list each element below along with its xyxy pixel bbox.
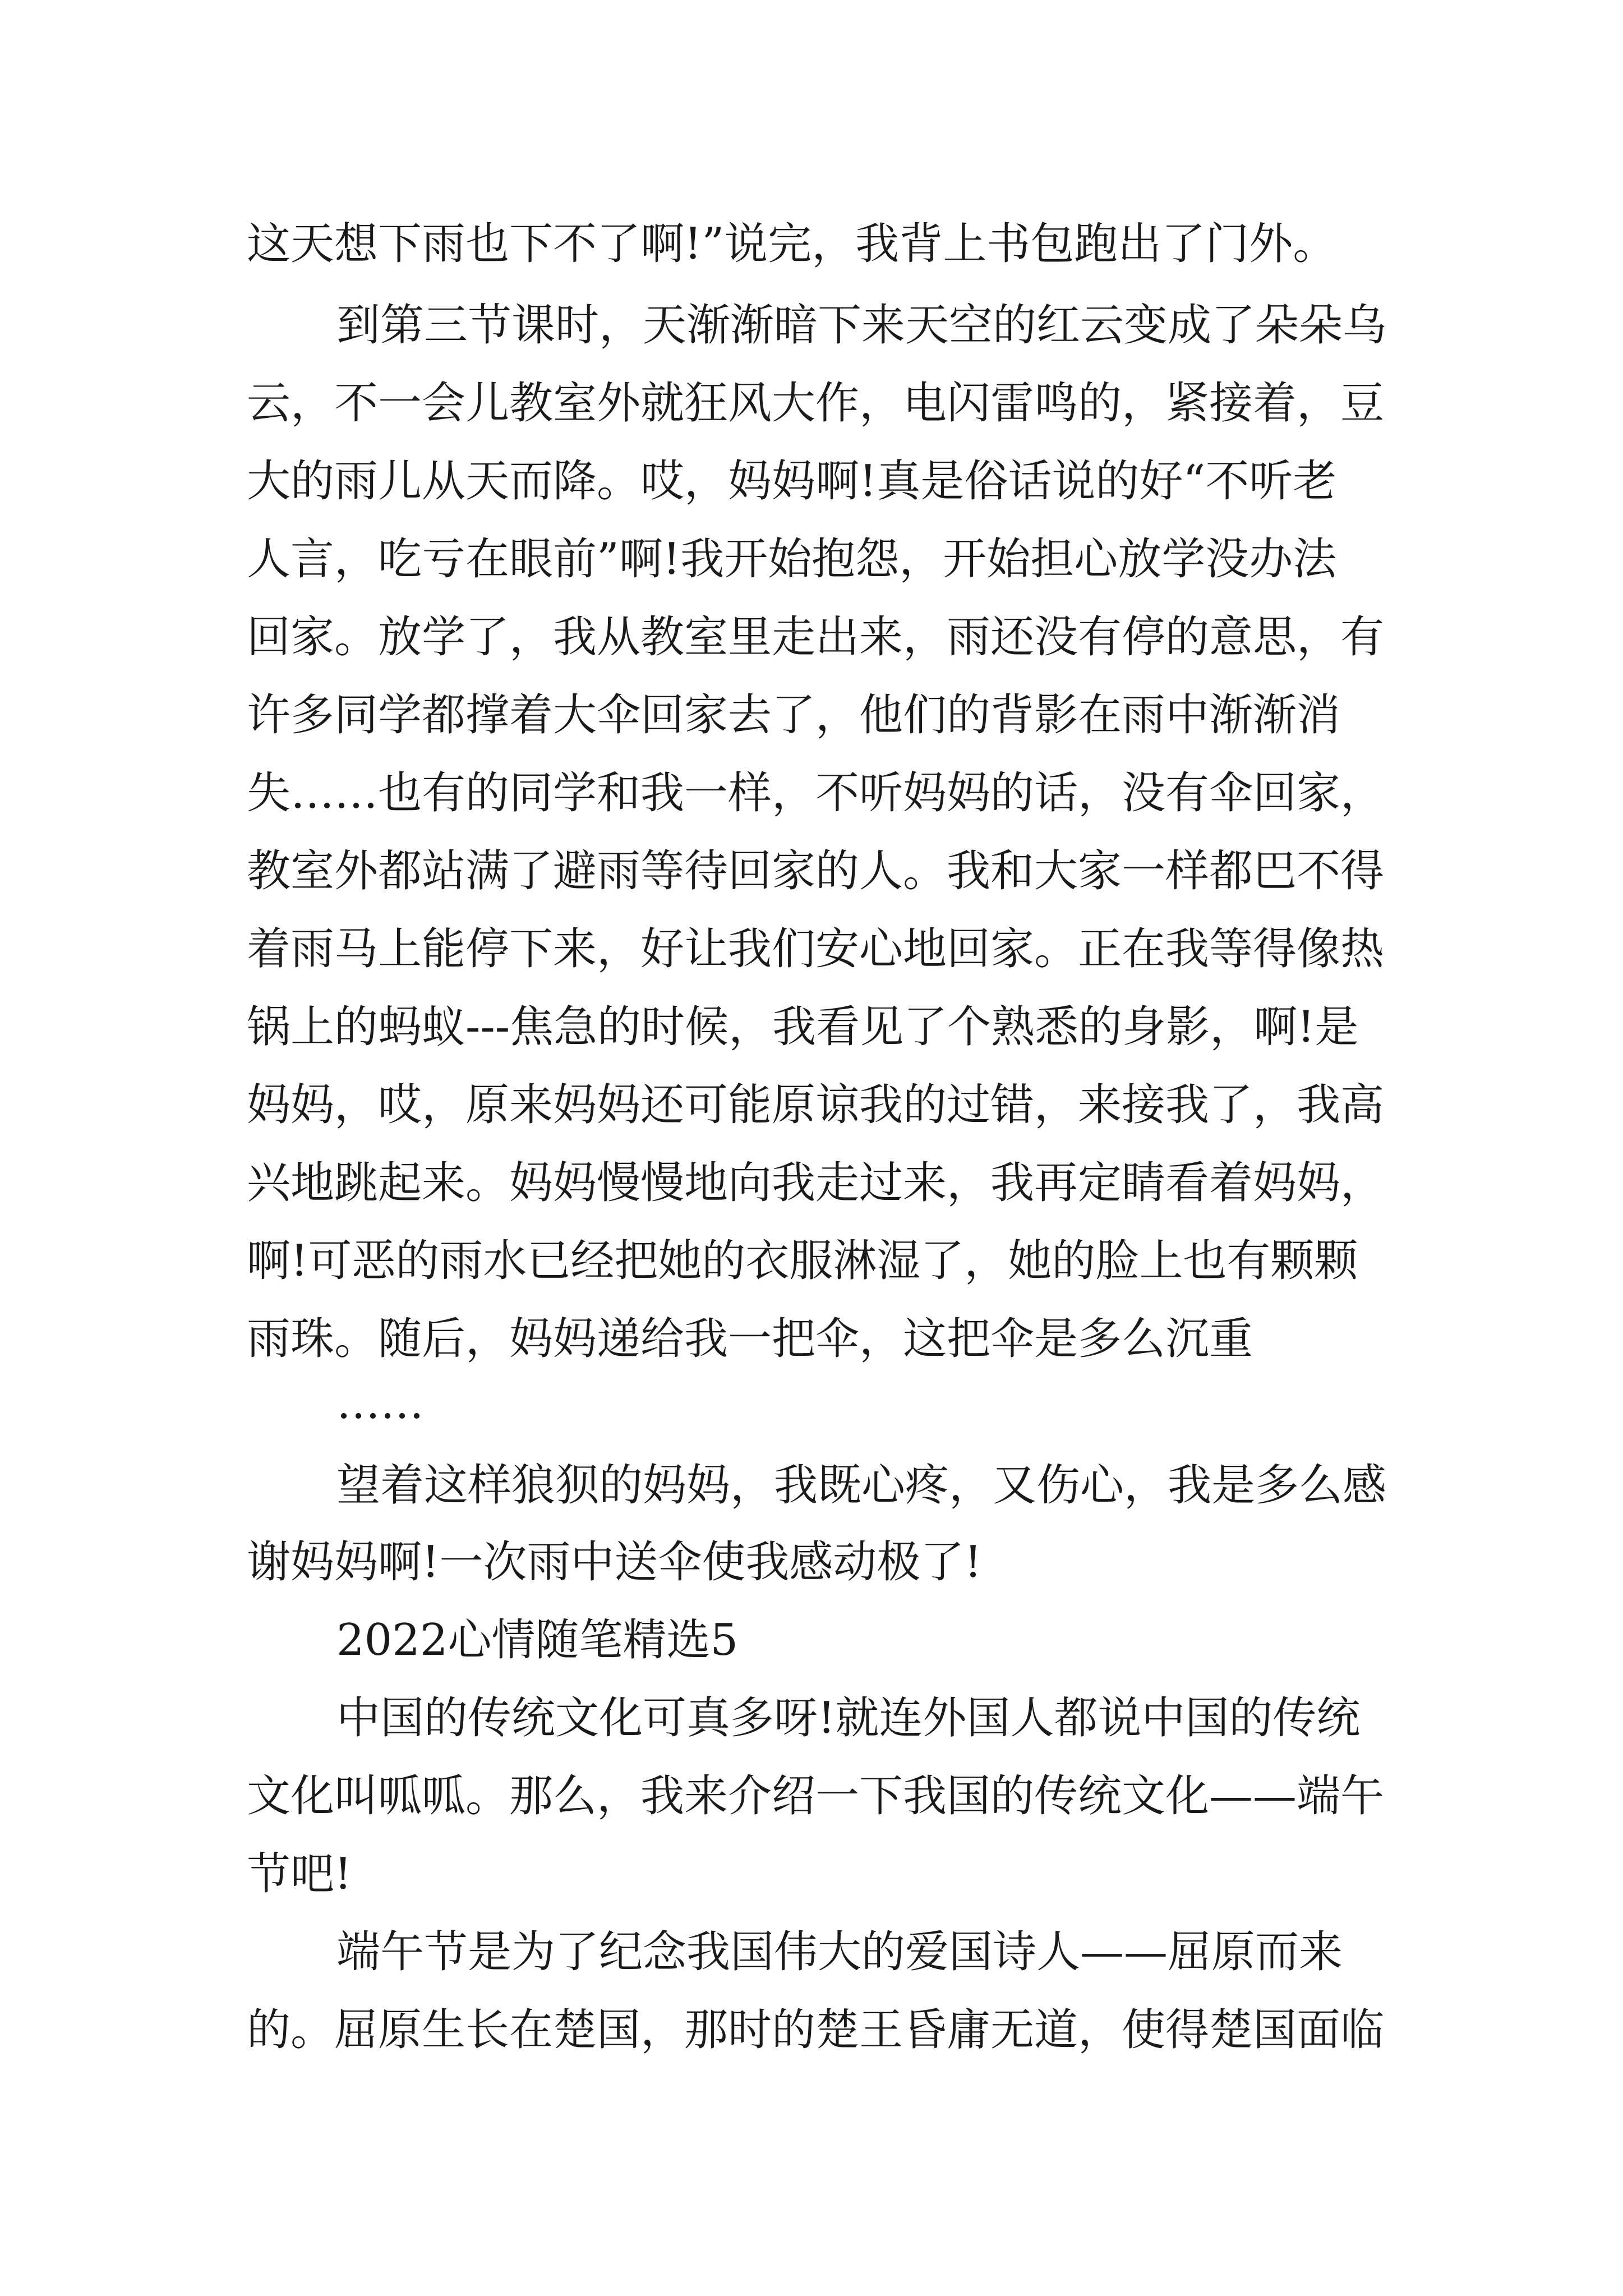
section-heading: 2022心情随笔精选5 <box>336 1615 739 1665</box>
paragraph-line: 雨珠。随后，妈妈递给我一把伞，这把伞是多么沉重 <box>247 1314 1253 1364</box>
paragraph-line: 许多同学都撑着大伞回家去了，他们的背影在雨中渐渐消 <box>247 690 1341 740</box>
paragraph-line: 中国的传统文化可真多呀!就连外国人都说中国的传统 <box>336 1693 1361 1743</box>
paragraph-line: 锅上的蚂蚁---焦急的时候，我看见了个熟悉的身影，啊!是 <box>247 1002 1359 1052</box>
paragraph-line: 云，不一会儿教室外就狂风大作，电闪雷鸣的，紧接着，豆 <box>247 378 1385 429</box>
paragraph-line: 着雨马上能停下来，好让我们安心地回家。正在我等得像热 <box>247 924 1385 974</box>
paragraph-line: 谢妈妈啊!一次雨中送伞使我感动极了! <box>247 1537 982 1588</box>
paragraph-line: 这天想下雨也下不了啊!”说完，我背上书包跑出了门外。 <box>247 219 1337 269</box>
paragraph-line: 失……也有的同学和我一样，不听妈妈的话，没有伞回家， <box>247 768 1385 818</box>
paragraph-line: 文化叫呱呱。那么，我来介绍一下我国的传统文化——端午 <box>247 1771 1385 1821</box>
paragraph-line: 到第三节课时，天渐渐暗下来天空的红云变成了朵朵乌 <box>336 300 1387 351</box>
paragraph-line: 的。屈原生长在楚国，那时的楚王昏庸无道，使得楚国面临 <box>247 2005 1385 2055</box>
paragraph-line: 人言，吃亏在眼前”啊!我开始抱怨，开始担心放学没办法 <box>247 534 1337 585</box>
ellipsis-line: …… <box>336 1378 424 1429</box>
paragraph-line: 端午节是为了纪念我国伟大的爱国诗人——屈原而来 <box>336 1927 1343 1977</box>
paragraph-line: 兴地跳起来。妈妈慢慢地向我走过来，我再定睛看着妈妈， <box>247 1158 1385 1208</box>
paragraph-line: 妈妈，哎，原来妈妈还可能原谅我的过错，来接我了，我高 <box>247 1080 1385 1130</box>
paragraph-line: 回家。放学了，我从教室里走出来，雨还没有停的意思，有 <box>247 612 1385 662</box>
paragraph-line: 啊!可恶的雨水已经把她的衣服淋湿了，她的脸上也有颗颗 <box>247 1236 1358 1286</box>
paragraph-line: 大的雨儿从天而降。哎，妈妈啊!真是俗话说的好“不听老 <box>247 456 1337 507</box>
paragraph-line: 教室外都站满了避雨等待回家的人。我和大家一样都巴不得 <box>247 846 1385 896</box>
paragraph-line: 节吧! <box>247 1849 352 1899</box>
paragraph-line: 望着这样狼狈的妈妈，我既心疼，又伤心，我是多么感 <box>336 1460 1387 1511</box>
